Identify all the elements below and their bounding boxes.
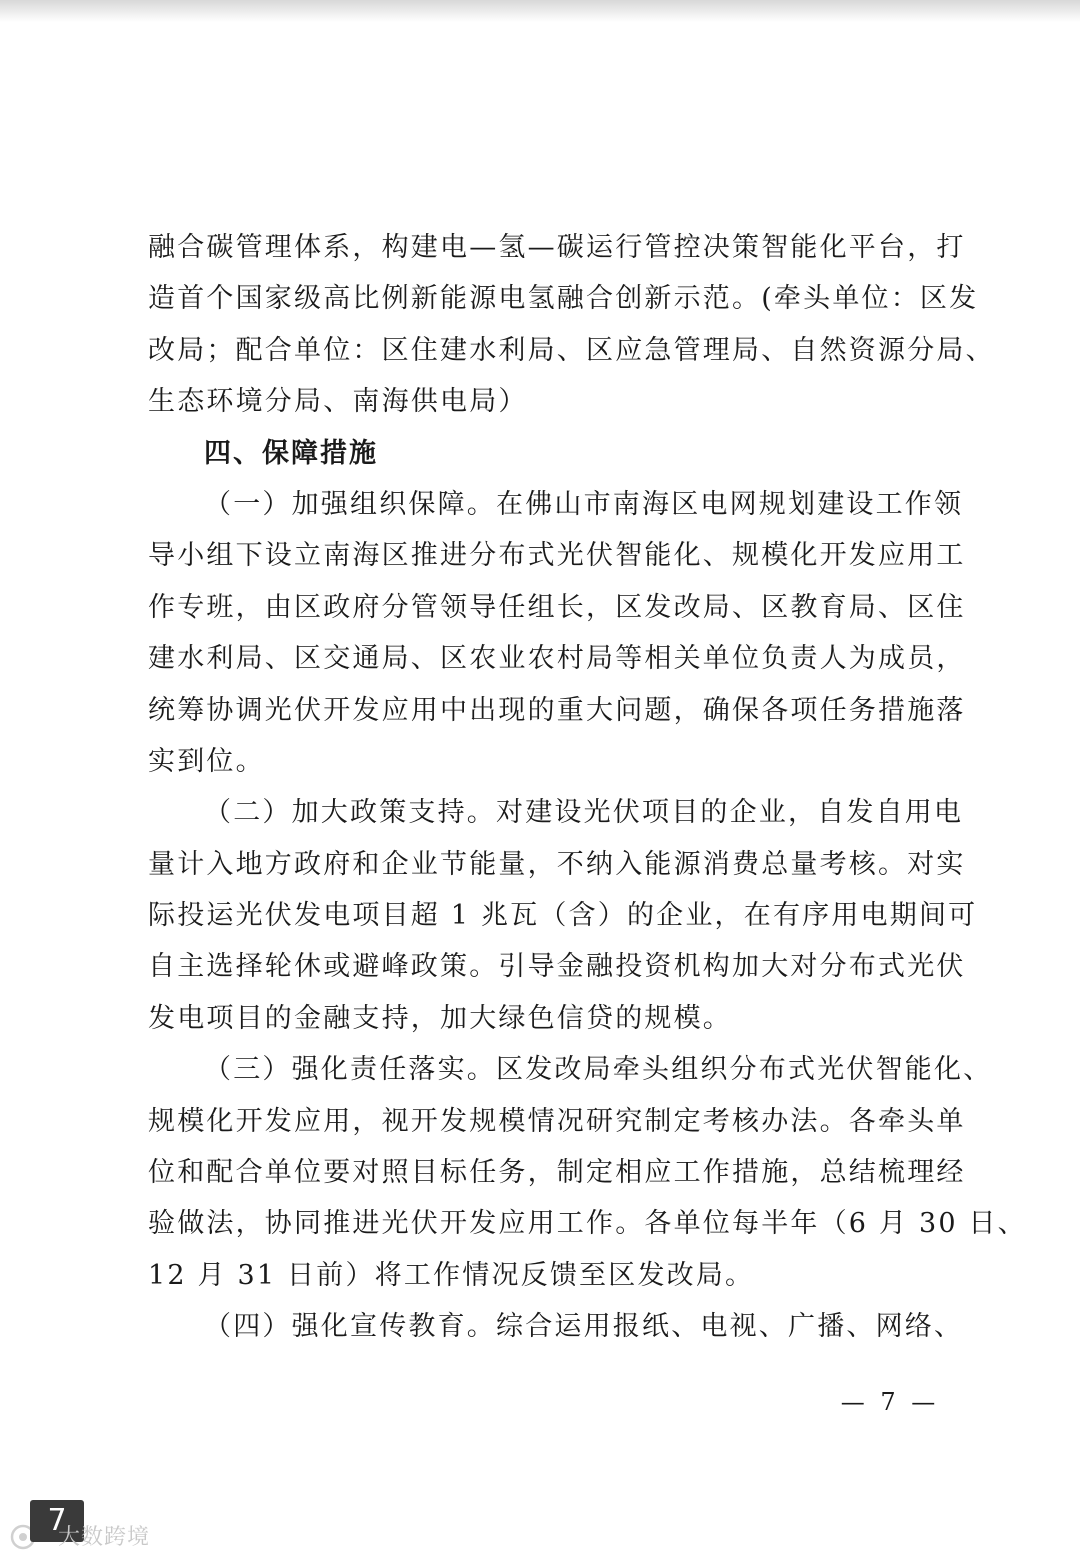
text-line: 造首个国家级高比例新能源电氢融合创新示范。(牵头单位：区发 [148, 283, 979, 315]
paragraph-2-line: 自主选择轮休或避峰政策。引导金融投资机构加大对分布式光伏 [148, 951, 966, 983]
watermark-text: 大数跨境 [58, 1525, 151, 1550]
paragraph-4-line: （四）强化宣传教育。综合运用报纸、电视、广播、网络、 [204, 1311, 964, 1343]
paragraph-2-line: 量计入地方政府和企业节能量，不纳入能源消费总量考核。对实 [148, 848, 966, 880]
page-top-shadow [0, 0, 1080, 22]
text-line: 生态环境分局、南海供电局） [148, 386, 528, 418]
watermark-badge: 7 [30, 1500, 84, 1542]
paragraph-1-line: （一）加强组织保障。在佛山市南海区电网规划建设工作领 [204, 488, 964, 520]
paragraph-3-line: 12 月 31 日前）将工作情况反馈至区发改局。 [148, 1259, 755, 1291]
paragraph-1-line: 建水利局、区交通局、区农业农村局等相关单位负责人为成员， [148, 643, 966, 675]
paragraph-1-line: 导小组下设立南海区推进分布式光伏智能化、规模化开发应用工 [148, 540, 966, 572]
paragraph-2-line: 际投运光伏发电项目超 1 兆瓦（含）的企业，在有序用电期间可 [148, 900, 978, 932]
paragraph-1-line: 统筹协调光伏开发应用中出现的重大问题，确保各项任务措施落 [148, 694, 966, 726]
page-number: — 7 — [840, 1388, 940, 1416]
paragraph-2-line: 发电项目的金融支持，加大绿色信贷的规模。 [148, 1002, 732, 1034]
paragraph-2-line: （二）加大政策支持。对建设光伏项目的企业，自发自用电 [204, 797, 964, 829]
text-line: 融合碳管理体系，构建电—氢—碳运行管控决策智能化平台，打 [148, 232, 966, 263]
document-body [148, 222, 1027, 1353]
paragraph-3-line: 验做法，协同推进光伏开发应用工作。各单位每半年（6 月 30 日、 [148, 1208, 1027, 1240]
paragraph-3-line: （三）强化责任落实。区发改局牵头组织分布式光伏智能化、 [204, 1054, 993, 1086]
paragraph-1-line: 实到位。 [148, 745, 265, 777]
text-line: 改局；配合单位：区住建水利局、区应急管理局、自然资源分局、 [148, 334, 995, 366]
paragraph-3-line: 位和配合单位要对照目标任务，制定相应工作措施，总结梳理经 [148, 1157, 966, 1189]
paragraph-1-line: 作专班，由区政府分管领导任组长，区发改局、区教育局、区住 [148, 591, 966, 623]
section-heading: 四、保障措施 [204, 437, 378, 469]
paragraph-3-line: 规模化开发应用，视开发规模情况研究制定考核办法。各牵头单 [148, 1105, 966, 1137]
